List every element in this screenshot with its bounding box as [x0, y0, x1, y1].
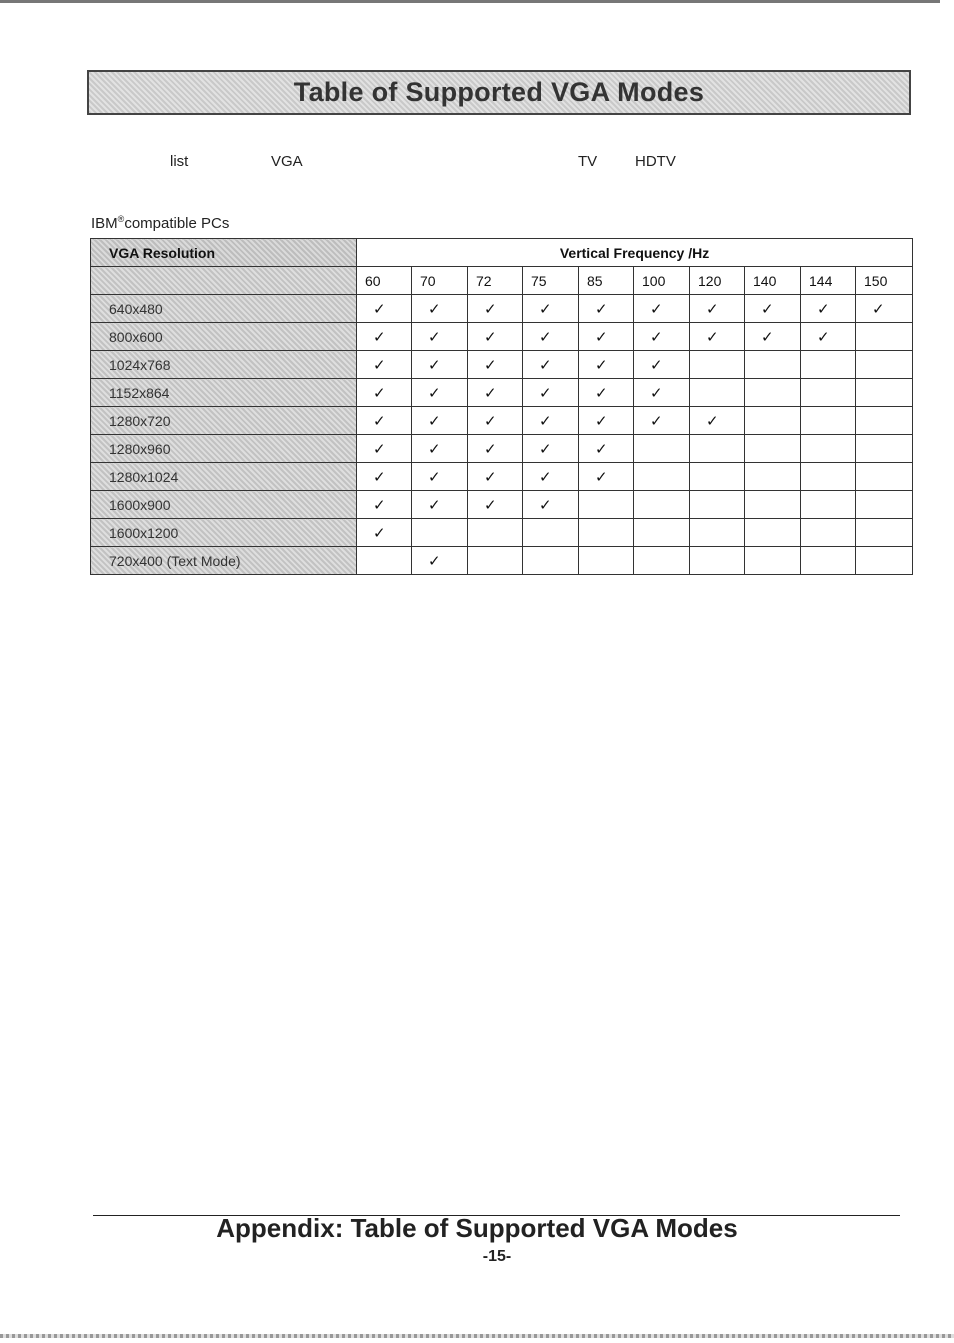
empty-cell — [634, 463, 690, 491]
check-icon: ✓ — [634, 351, 690, 379]
check-icon: ✓ — [523, 295, 579, 323]
empty-cell — [690, 519, 745, 547]
resolution-cell: 800x600 — [91, 323, 357, 351]
check-icon: ✓ — [357, 463, 412, 491]
ibm-suffix: compatible PCs — [124, 215, 230, 232]
empty-cell — [856, 323, 913, 351]
empty-cell — [412, 519, 468, 547]
empty-cell — [856, 379, 913, 407]
check-icon: ✓ — [523, 323, 579, 351]
check-icon: ✓ — [412, 463, 468, 491]
resolution-cell: 640x480 — [91, 295, 357, 323]
empty-cell — [801, 435, 856, 463]
check-icon: ✓ — [357, 379, 412, 407]
check-icon: ✓ — [523, 351, 579, 379]
check-icon: ✓ — [523, 435, 579, 463]
empty-cell — [634, 491, 690, 519]
check-icon: ✓ — [412, 547, 468, 575]
frequency-header-cell: 144 — [801, 267, 856, 295]
empty-cell — [468, 547, 523, 575]
empty-cell — [856, 491, 913, 519]
check-icon: ✓ — [579, 463, 634, 491]
resolution-cell: 720x400 (Text Mode) — [91, 547, 357, 575]
freq-column-header: Vertical Frequency /Hz — [357, 239, 913, 267]
empty-cell — [801, 407, 856, 435]
frequency-header-cell: 70 — [412, 267, 468, 295]
table-row — [91, 519, 913, 547]
ibm-compatible-label — [91, 214, 229, 232]
check-icon: ✓ — [579, 351, 634, 379]
check-icon: ✓ — [357, 323, 412, 351]
table-row — [91, 379, 913, 407]
resolution-cell: 1280x960 — [91, 435, 357, 463]
check-icon: ✓ — [468, 491, 523, 519]
title-banner — [87, 70, 911, 115]
empty-cell — [856, 463, 913, 491]
resolution-cell: 1280x720 — [91, 407, 357, 435]
page-title: Table of Supported VGA Modes — [293, 77, 705, 107]
check-icon: ✓ — [357, 491, 412, 519]
check-icon: ✓ — [412, 435, 468, 463]
top-rule — [0, 0, 940, 3]
empty-cell — [690, 463, 745, 491]
empty-cell — [801, 379, 856, 407]
footer-title: Appendix: Table of Supported VGA Modes — [216, 1213, 738, 1243]
check-icon: ✓ — [690, 323, 745, 351]
table-row — [91, 407, 913, 435]
check-icon: ✓ — [357, 519, 412, 547]
res-column-header: VGA Resolution — [91, 239, 357, 267]
empty-cell — [745, 519, 801, 547]
empty-cell — [745, 407, 801, 435]
check-icon: ✓ — [690, 295, 745, 323]
empty-cell — [634, 435, 690, 463]
check-icon: ✓ — [579, 379, 634, 407]
empty-cell — [690, 491, 745, 519]
check-icon: ✓ — [579, 323, 634, 351]
check-icon: ✓ — [468, 463, 523, 491]
empty-cell — [690, 435, 745, 463]
table-row — [91, 435, 913, 463]
frequency-header-cell: 140 — [745, 267, 801, 295]
empty-cell — [856, 519, 913, 547]
check-icon: ✓ — [634, 323, 690, 351]
check-icon: ✓ — [412, 407, 468, 435]
empty-cell — [801, 547, 856, 575]
frequency-row — [91, 267, 913, 295]
check-icon: ✓ — [412, 379, 468, 407]
check-icon: ✓ — [468, 323, 523, 351]
resolution-cell: 1024x768 — [91, 351, 357, 379]
frequency-header-cell: 85 — [579, 267, 634, 295]
check-icon: ✓ — [357, 407, 412, 435]
empty-cell — [801, 491, 856, 519]
empty-cell — [523, 547, 579, 575]
note-hdtv: HDTV — [635, 153, 676, 170]
check-icon: ✓ — [856, 295, 913, 323]
empty-cell — [856, 351, 913, 379]
empty-cell — [357, 547, 412, 575]
check-icon: ✓ — [357, 435, 412, 463]
empty-cell — [579, 491, 634, 519]
check-icon: ✓ — [634, 379, 690, 407]
check-icon: ✓ — [801, 323, 856, 351]
check-icon: ✓ — [468, 379, 523, 407]
empty-cell — [745, 463, 801, 491]
check-icon: ✓ — [412, 323, 468, 351]
empty-cell — [690, 379, 745, 407]
empty-cell — [801, 519, 856, 547]
empty-cell — [745, 491, 801, 519]
check-icon: ✓ — [412, 351, 468, 379]
empty-cell — [468, 519, 523, 547]
check-icon: ✓ — [579, 435, 634, 463]
empty-cell — [856, 407, 913, 435]
res-header-blank — [91, 267, 357, 295]
page-number: -15- — [482, 1248, 512, 1265]
resolution-cell: 1600x1200 — [91, 519, 357, 547]
check-icon: ✓ — [579, 407, 634, 435]
empty-cell — [690, 547, 745, 575]
note-vga: VGA — [271, 153, 303, 170]
empty-cell — [856, 547, 913, 575]
frequency-header-cell: 150 — [856, 267, 913, 295]
frequency-header-cell: 60 — [357, 267, 412, 295]
check-icon: ✓ — [468, 351, 523, 379]
check-icon: ✓ — [523, 491, 579, 519]
resolution-cell: 1600x900 — [91, 491, 357, 519]
table-header-row — [91, 239, 913, 267]
check-icon: ✓ — [357, 295, 412, 323]
empty-cell — [523, 519, 579, 547]
empty-cell — [634, 519, 690, 547]
check-icon: ✓ — [468, 295, 523, 323]
table-row — [91, 295, 913, 323]
empty-cell — [745, 547, 801, 575]
empty-cell — [579, 547, 634, 575]
frequency-header-cell: 120 — [690, 267, 745, 295]
frequency-header-cell: 75 — [523, 267, 579, 295]
check-icon: ✓ — [634, 295, 690, 323]
check-icon: ✓ — [357, 351, 412, 379]
check-icon: ✓ — [412, 295, 468, 323]
table-row — [91, 547, 913, 575]
check-icon: ✓ — [412, 491, 468, 519]
empty-cell — [801, 463, 856, 491]
check-icon: ✓ — [523, 379, 579, 407]
check-icon: ✓ — [801, 295, 856, 323]
frequency-header-cell: 72 — [468, 267, 523, 295]
check-icon: ✓ — [468, 435, 523, 463]
check-icon: ✓ — [745, 295, 801, 323]
resolution-cell: 1152x864 — [91, 379, 357, 407]
empty-cell — [745, 351, 801, 379]
check-icon: ✓ — [745, 323, 801, 351]
empty-cell — [745, 379, 801, 407]
ibm-name: IBM — [91, 215, 118, 232]
registered-mark: ® — [117, 214, 125, 224]
empty-cell — [856, 435, 913, 463]
resolution-cell: 1280x1024 — [91, 463, 357, 491]
bottom-rule — [0, 1334, 954, 1338]
vga-modes-table — [90, 238, 913, 575]
empty-cell — [634, 547, 690, 575]
table-row — [91, 351, 913, 379]
check-icon: ✓ — [523, 407, 579, 435]
note-list: list — [170, 153, 189, 170]
empty-cell — [801, 351, 856, 379]
check-icon: ✓ — [523, 463, 579, 491]
table-row — [91, 463, 913, 491]
frequency-header-cell: 100 — [634, 267, 690, 295]
check-icon: ✓ — [690, 407, 745, 435]
table-row — [91, 491, 913, 519]
empty-cell — [690, 351, 745, 379]
check-icon: ✓ — [634, 407, 690, 435]
empty-cell — [579, 519, 634, 547]
note-tv: TV — [578, 153, 598, 170]
table-row — [91, 323, 913, 351]
table-body — [91, 295, 913, 575]
check-icon: ✓ — [468, 407, 523, 435]
empty-cell — [745, 435, 801, 463]
check-icon: ✓ — [579, 295, 634, 323]
